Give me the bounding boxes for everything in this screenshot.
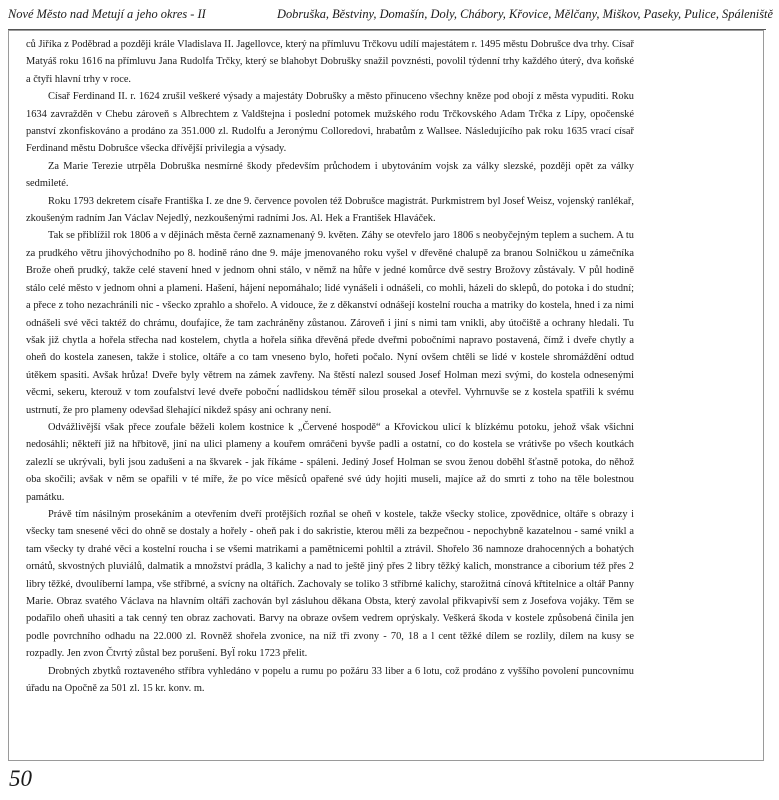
- running-header: [8, 6, 773, 22]
- paragraph: ců Jiříka z Poděbrad a později krále Vladislava II. Jagellovce, který na přímluvu Trčkovu udílí majestátem r. 1495 městu Dobrušce dva trhy. Císař Matyáš roku 1616 na přímluvu Jana Rudolfa Trčky, který se blahobyt Dobrušky snažil povznésti, povolil týdenní trhy každého úterý, dva koňské a čtyři hlavní trhy v roce.: [26, 39, 634, 85]
- header-book-title: Nové Město nad Metují a jeho okres - II: [8, 7, 206, 21]
- page-number: 50: [9, 766, 32, 791]
- header-chapter-places: Dobruška, Běstviny, Domašín, Doly, Chábory, Křovice, Mělčany, Miškov, Paseky, Pulice, Spáleniště: [277, 7, 773, 21]
- paragraph: Právě tím násilným prosekáním a otevřením dveří protějších rozňal se oheň v kostele, takže všecky stolice, zpovědnice, oltáře s obrazy i všecky tam snesené věci do ohně se dostaly a hořely - oheň pak i do sakristie, kterou měli za bezpečnou - nepochybně kazatelnou - samé vnikl a tam všecky ty drahé věci a kostelní roucha i se všemi matrikami a pamětnicemi pohltil a ztrávil. Shořelo 36 namnoze drahocenných a bohatých ornátů, skvostných pluviálů, dalmatik a množství prádla, 3 kalichy a nad to ještě jiný přes 2 libry těžký kalich, monstrance a ciborium též přes 2 libry těžké, dvoulíberní lampa, vše stříbrné, a svícny na oltářích. Zachovaly se toliko 3 stříbrné kalichy, starožitná cínová křtitelnice a oltář Panny Marie. Obraz svatého Václava na hlavním oltáři zachován byl zásluhou děkana Obsta, který zavolal přikvapivší sem z Josefova vojáky. Těm se podařilo oheň uhasiti a tak cenný ten obraz zachovati. Barvy na obraze ovšem vedrem oprýskaly. Veškerá škoda v kostele způsobená činila jen podle povrchního odhadu na 22.000 zl. Rovněž shořela zvonice, na níž tři zvony - 70, 18 a l cent těžké dílem se rozlily, dílem na kusy se rozpadly. Jen zvon Čtvrtý zůstal bez porušení. Byl̈ roku 1723 přelit.: [26, 508, 634, 660]
- paragraph: Tak se přiblížil rok 1806 a v dějinách města černě zaznamenaný 9. květen. Záhy se otevřelo jaro 1806 s neobyčejným teplem a suchem. A tu za prudkého větru jihovýchodního po 8. hodině ráno dne 9. máje jmenovaného roku vyšel v dřevěné chalupě za branou Solničkou u zámečníka Brože oheň prudký, takže celé stavení hned v jednom ohni stálo, v němž na hůře v jedné komůrce dvě sestry Brožovy zůstávaly. V půl hodině stálo celé město v jednom ohni a plameni. Hašení, hájení nepomáhalo; lidé vynášeli i odnášeli, co mohli, házeli do sklepů, do potoka i do studní; a přece z toho nezachránili nic - všecko zprahlo a shořelo. A vidouce, že z děkanství odnášejí kostelní roucha a matriky do kostela, hned i za nimi odnášeli své věci taktéž do chrámu, doufajíce, že tam zachráněny zůstanou. Zároveň i jiní s nimi tam vnikli, aby útočiště a ochrany hledali. Tu však již chytla a hořela střecha nad kostelem, chytla a hořela síňka dřevěná přede dveřmi pobočními napravo postavená, čímž i dveře chytly a oheň do kostela zanesen, takže i stolice, oltáře a co tam vneseno bylo, hořeti počalo. Nyní ovšem chtěli se lidé v kostele shromáždění odtud útěkem spasiti. Avšak hrůza! Dveře byly větrem na zámek zavřeny. Na štěstí nalezl soused Josef Holman mezi svými, do kostela odnesenými věcmi, sekeru, kterouž v tom zoufalství levé dveře pobočnı́ nadlidskou téměř silou prosekal a otevřel. Vyhrnuvše se z kostela spatřili k svému ustrnutí, že pro plameny odevšad šlehající nikdež spásy ani ochrany není.: [26, 230, 634, 416]
- paragraph: Roku 1793 dekretem císaře Františka I. ze dne 9. července povolen též Dobrušce magistrát. Purkmistrem byl Josef Weisz, vojenský ranlékař, zkoušeným radním Jan Václav Nejedlý, nezkoušenými radními Jos. Al. Hek a František Hlaváček.: [26, 195, 634, 225]
- paragraph: Odvážlivější však přece zoufale běželi kolem kostnice k „Červené hospodě“ a Křovickou ulicí k blízkému potoku, jehož však všichni nedosáhli; někteří již na hřbitově, jiní na ulici plameny a kouřem omráčeni byvše padli a ostatní, co do kostela se vrátivše po všech koutkách zalezlí se ukrývali, byli jsou zadušeni a na škvarek - jak říkáme - spáleni. Jediný Josef Holman se svou ženou doběhl šťastně potoka, do něhož oba skočili; avšak v něm se opařili v té míře, že po více měsíců opařené své údy hojiti museli, majíce až do smrti z toho na těle bolestnou památku.: [26, 421, 634, 503]
- body-text: [26, 36, 634, 697]
- paragraph: Císař Ferdinand II. r. 1624 zrušil veškeré výsady a majestáty Dobrušky a město přinuceno všechny kněze pod obojí z města vypuditi. Roku 1634 zavražděn v Chebu zároveň s Albrechtem z Valdštejna i poslední potomek mužského rodu Trčkovského Adam Trčka z Lípy, opočenské panství zkonfiskováno a prodáno za 351.000 zl. Rudolfu a Jeronýmu Colloredovi, hrabatům z Wallsee. Následujícího pak roku 1635 vrací císař Ferdinand městu Dobrušce všecka dřívější privilegia a výsady.: [26, 91, 634, 155]
- paragraph: Drobných zbytků roztaveného stříbra vyhledáno v popelu a rumu po požáru 33 liber a 6 lotu, což prodáno z vyššího povolení puncovnímu úřadu na Opočně za 501 zl. 15 kr. konv. m.: [26, 665, 634, 695]
- paragraph: Za Marie Terezie utrpěla Dobruška nesmírné škody především průchodem i ubytováním vojsk za války slezské, později opět za války sedmileté.: [26, 160, 634, 190]
